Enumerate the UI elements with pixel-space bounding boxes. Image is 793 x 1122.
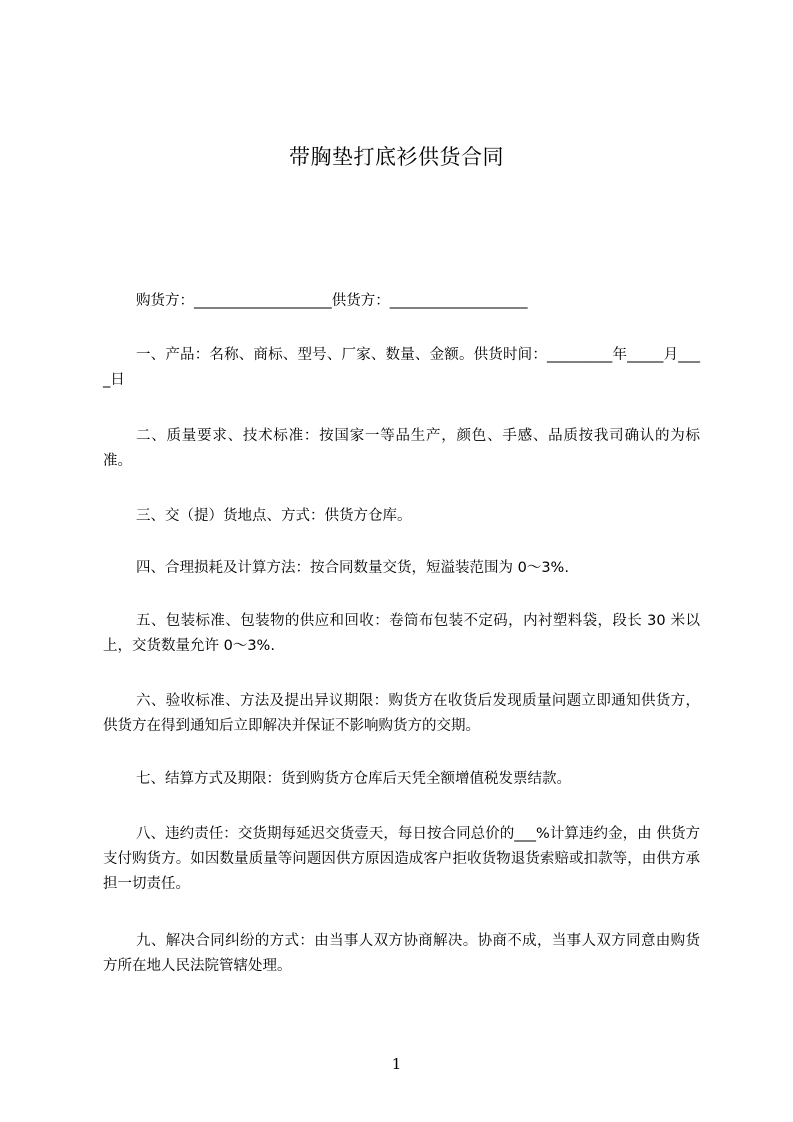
- clause-1-product: 一、产品：名称、商标、型号、厂家、数量、金额。供货时间：_________年_____月____日: [103, 347, 700, 388]
- clause-9-dispute: 九、解决合同纠纷的方式：由当事人双方协商解决。协商不成，当事人双方同意由购货方所在地人民法院管辖处理。: [103, 933, 700, 974]
- clause-8-liability: 八、违约责任：交货期每延迟交货壹天，每日按合同总价的___%计算违约金，由 供货方支付购货方。如因数量质量等问题因供方原因造成客户拒收货物退货索赔或扣款等，由供方承担一切责任。: [103, 826, 700, 892]
- parties-line: 购货方：___________________供货方：___________________: [136, 293, 528, 309]
- page-number: 1: [391, 1055, 402, 1073]
- clause-5-packaging: 五、包装标准、包装物的供应和回收：卷筒布包装不定码，内衬塑料袋，段长 30 米以上，交货数量允许 0～3%.: [103, 613, 700, 654]
- clause-6-inspection: 六、验收标准、方法及提出异议期限：购货方在收货后发现质量问题立即通知供货方，供货方在得到通知后立即解决并保证不影响购货方的交期。: [103, 693, 700, 734]
- clause-4-loss: 四、合理损耗及计算方法：按合同数量交货，短溢装范围为 0～3%.: [136, 560, 569, 576]
- clause-3-delivery: 三、交（提）货地点、方式：供货方仓库。: [136, 508, 412, 524]
- clause-2-quality: 二、质量要求、技术标准：按国家一等品生产，颜色、手感、品质按我司确认的为标准。: [103, 428, 700, 469]
- page-title: 带胸垫打底衫供货合同: [289, 145, 504, 169]
- clause-7-settlement: 七、结算方式及期限：货到购货方仓库后天凭全额增值税发票结款。: [136, 771, 571, 787]
